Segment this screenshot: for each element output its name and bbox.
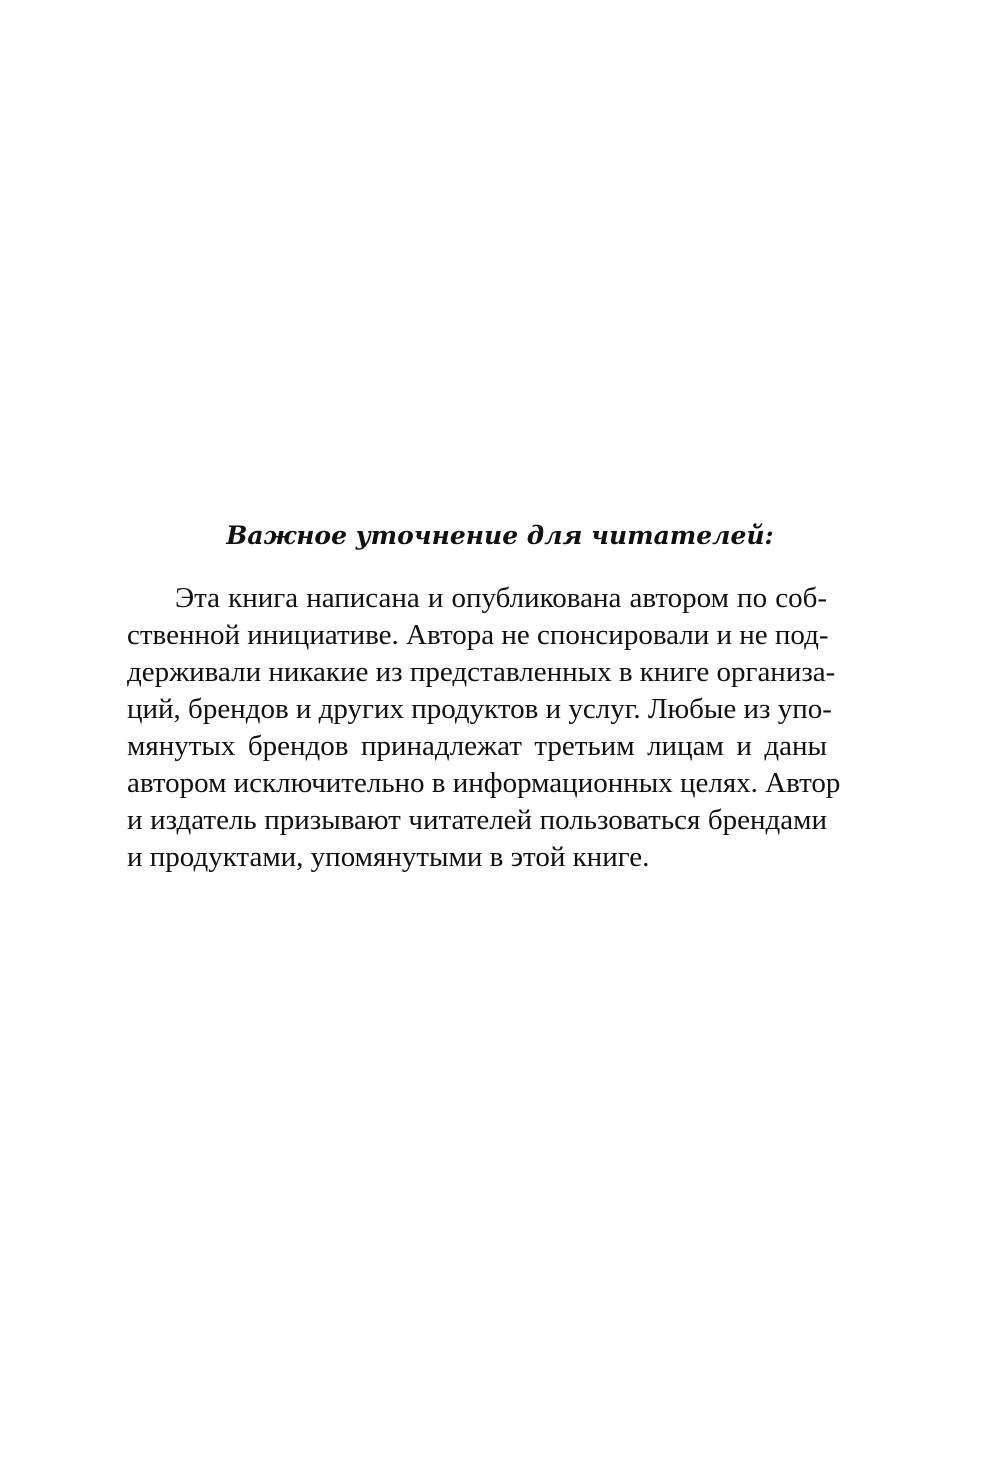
paragraph-line: держивали никакие из представленных в книге организа- bbox=[127, 656, 836, 688]
paragraph-line: автором исключительно в информационных целях. Автор bbox=[127, 767, 841, 799]
paragraph-line: Эта книга написана и опубликована автором по соб- bbox=[175, 582, 827, 614]
paragraph-line: и издатель призывают читателей пользоваться брендами bbox=[127, 804, 827, 836]
notice-heading: Важное уточнение для читателей: bbox=[226, 521, 774, 550]
paragraph-line: мянутых брендов принадлежат третьим лицам и даны bbox=[127, 730, 827, 762]
paragraph-line: и продуктами, упомянутыми в этой книге. bbox=[127, 841, 650, 873]
paragraph-line: ций, брендов и других продуктов и услуг. Любые из упо- bbox=[127, 693, 832, 725]
notice-paragraph bbox=[127, 580, 841, 876]
paragraph-line: ственной инициативе. Автора не спонсировали и не под- bbox=[127, 619, 829, 651]
